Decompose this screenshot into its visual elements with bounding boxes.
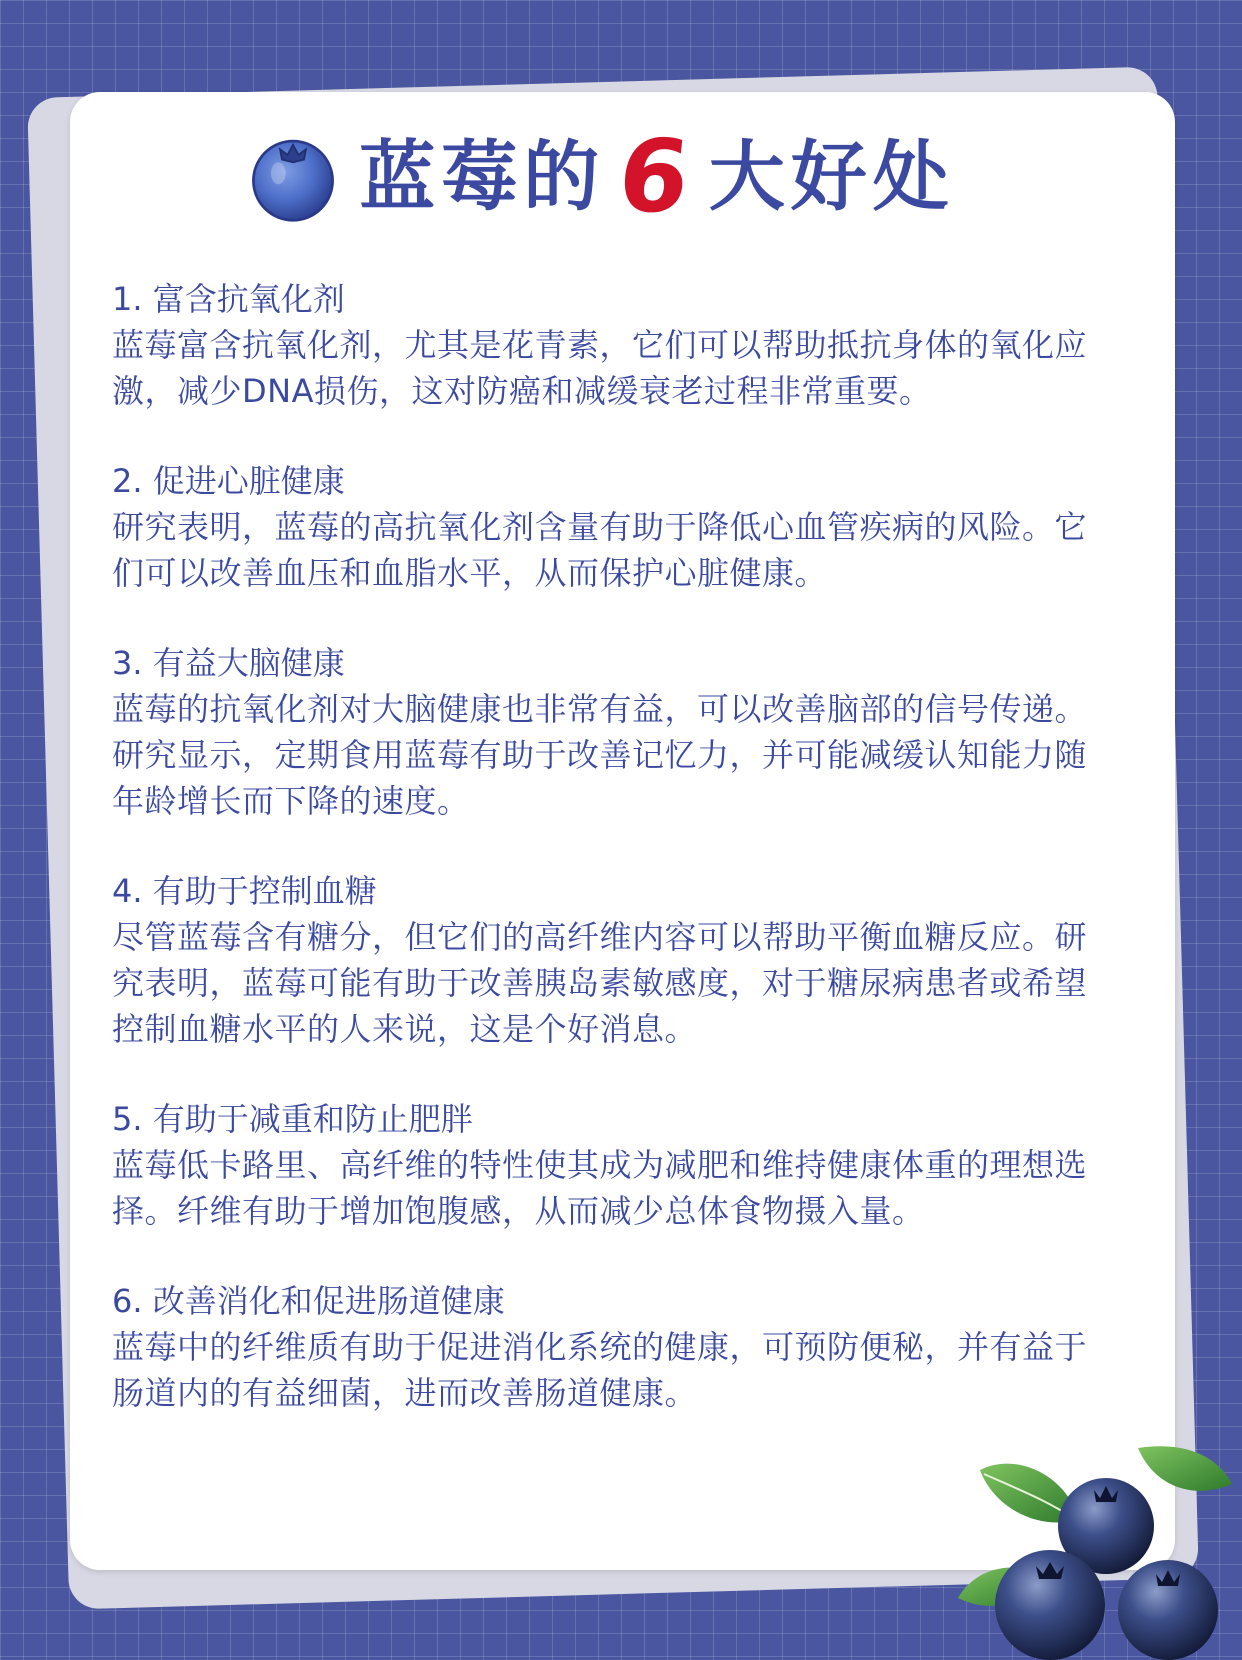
page-header (0, 118, 1242, 235)
title-number: 6 (613, 118, 701, 235)
benefit-item (112, 276, 1112, 414)
benefit-item (112, 458, 1112, 596)
benefit-title: 3. 有益大脑健康 (112, 644, 345, 682)
page-title (359, 118, 955, 235)
benefit-title: 5. 有助于减重和防止肥胖 (112, 1100, 473, 1138)
blueberry-icon (247, 131, 339, 223)
benefit-title: 4. 有助于控制血糖 (112, 872, 377, 910)
leaf-shape (1138, 1446, 1232, 1491)
blueberries-illustration (950, 1440, 1242, 1660)
benefit-title: 1. 富含抗氧化剂 (112, 280, 345, 318)
title-text-before: 蓝莓的 (359, 132, 606, 221)
title-text-after: 大好处 (708, 132, 955, 221)
benefit-body: 蓝莓富含抗氧化剂，尤其是花青素，它们可以帮助抵抗身体的氧化应激，减少DNA损伤，这对防癌和减缓衰老过程非常重要。 (112, 326, 1088, 410)
benefit-body: 蓝莓的抗氧化剂对大脑健康也非常有益，可以改善脑部的信号传递。研究显示，定期食用蓝莓有助于改善记忆力，并可能减缓认知能力随年龄增长而下降的速度。 (112, 690, 1088, 820)
benefit-item (112, 868, 1112, 1052)
benefit-body: 尽管蓝莓含有糖分，但它们的高纤维内容可以帮助平衡血糖反应。研究表明，蓝莓可能有助于改善胰岛素敏感度，对于糖尿病患者或希望控制血糖水平的人来说，这是个好消息。 (112, 918, 1088, 1048)
benefit-body: 蓝莓中的纤维质有助于促进消化系统的健康，可预防便秘，并有益于肠道内的有益细菌，进而改善肠道健康。 (112, 1328, 1088, 1412)
benefit-item (112, 1096, 1112, 1234)
benefit-title: 2. 促进心脏健康 (112, 462, 345, 500)
benefit-list (112, 276, 1112, 1460)
benefit-item (112, 640, 1112, 824)
benefit-item (112, 1278, 1112, 1416)
benefit-body: 研究表明，蓝莓的高抗氧化剂含量有助于降低心血管疾病的风险。它们可以改善血压和血脂水平，从而保护心脏健康。 (112, 508, 1088, 592)
benefit-body: 蓝莓低卡路里、高纤维的特性使其成为减肥和维持健康体重的理想选择。纤维有助于增加饱腹感，从而减少总体食物摄入量。 (112, 1146, 1088, 1230)
benefit-title: 6. 改善消化和促进肠道健康 (112, 1282, 505, 1320)
header-inner (247, 118, 955, 235)
